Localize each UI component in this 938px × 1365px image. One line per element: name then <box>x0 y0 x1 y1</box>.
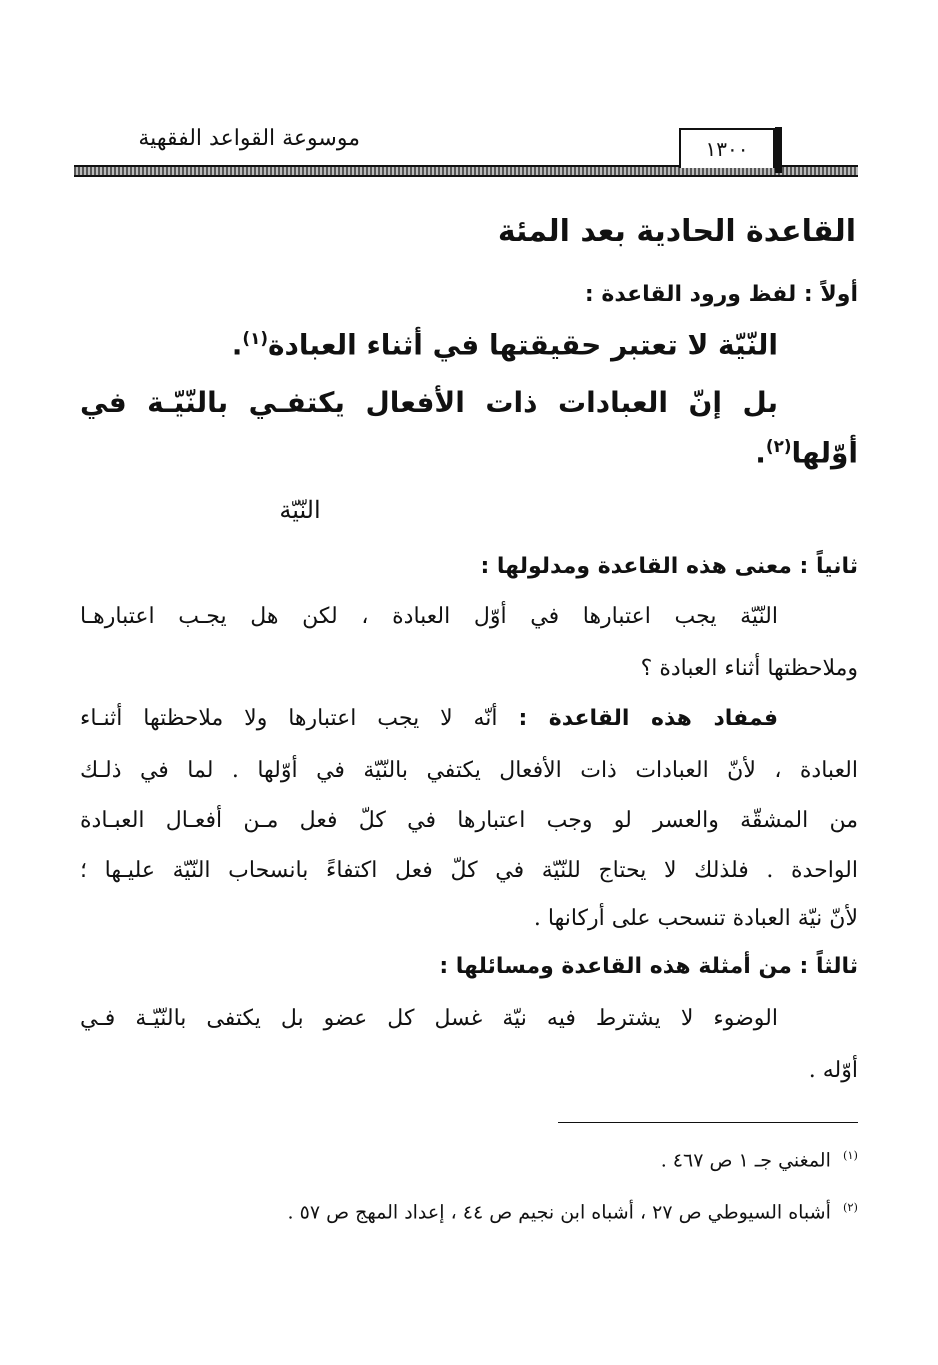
section2-label: ثانياً : معنى هذه القاعدة ومدلولها : <box>480 554 858 579</box>
section3-label: ثالثاً : من أمثلة هذه القاعدة ومسائلها : <box>439 954 858 979</box>
page-number: ١٣٠٠ <box>679 128 775 168</box>
section1-label: أولاً : لفظ ورود القاعدة : <box>584 282 858 307</box>
para2-lead: فمفاد هذه القاعدة : <box>518 706 778 731</box>
footnote-ref-1: (١) <box>242 328 268 348</box>
section2-line2: وملاحظتها أثناء العبادة ؟ <box>640 656 858 681</box>
footnote-1: $^{(١)}$ المغني جـ ١ ص ٤٦٧ . <box>660 1148 858 1172</box>
topic-word: النّيّة <box>279 496 321 524</box>
section3-line2: أوّله . <box>808 1058 858 1083</box>
rule-text-line2: بل إنّ العبادات ذات الأفعال يكتفـي بالنّيّـة في <box>80 386 778 419</box>
section2-para2-line4: الواحدة . فلذلك لا يحتاج للنّيّة في كلّ فعل اكتفاءً بانسحاب النّيّة عليـها ؛ <box>80 858 858 883</box>
rule-text-line3: أوّلها$^{(٢)}$. <box>755 436 858 470</box>
footnote-2: $^{(٢)}$ أشباه السيوطي ص ٢٧ ، أشباه ابن نجيم ص ٤٤ ، إعداد المهج ص ٥٧ . <box>287 1200 858 1224</box>
section2-para2-line2: العبادة ، لأنّ العبادات ذات الأفعال يكتفي بالنّيّة في أوّلها . لما في ذلـك <box>80 758 858 783</box>
section2-para2-line5: لأنّ نيّة العبادة تنسحب على أركانها . <box>533 906 858 931</box>
footnote-ref-2: (٢) <box>765 436 792 456</box>
rule-heading: القاعدة الحادية بعد المئة <box>497 214 856 249</box>
book-title: موسوعة القواعد الفقهية <box>138 126 360 151</box>
section2-para2-line1: فمفاد هذه القاعدة : أنّه لا يجب اعتبارها ولا ملاحظتها أثنـاء <box>80 706 778 731</box>
footnote-divider <box>558 1122 858 1123</box>
section2-line1: النّيّة يجب اعتبارها في أوّل العبادة ، لكن هل يجـب اعتبارهـا <box>80 604 778 629</box>
section2-para2-line3: من المشقّة والعسر لو وجب اعتبارها في كلّ فعل مـن أفعـال العبـادة <box>80 808 858 833</box>
section3-line1: الوضوء لا يشترط فيه نيّة غسل كل عضو بل يكتفى بالنّيّـة فـي <box>80 1006 778 1031</box>
rule-text-line1: النّيّة لا تعتبر حقيقتها في أثناء العبادة$^{(١)}$. <box>231 328 778 362</box>
